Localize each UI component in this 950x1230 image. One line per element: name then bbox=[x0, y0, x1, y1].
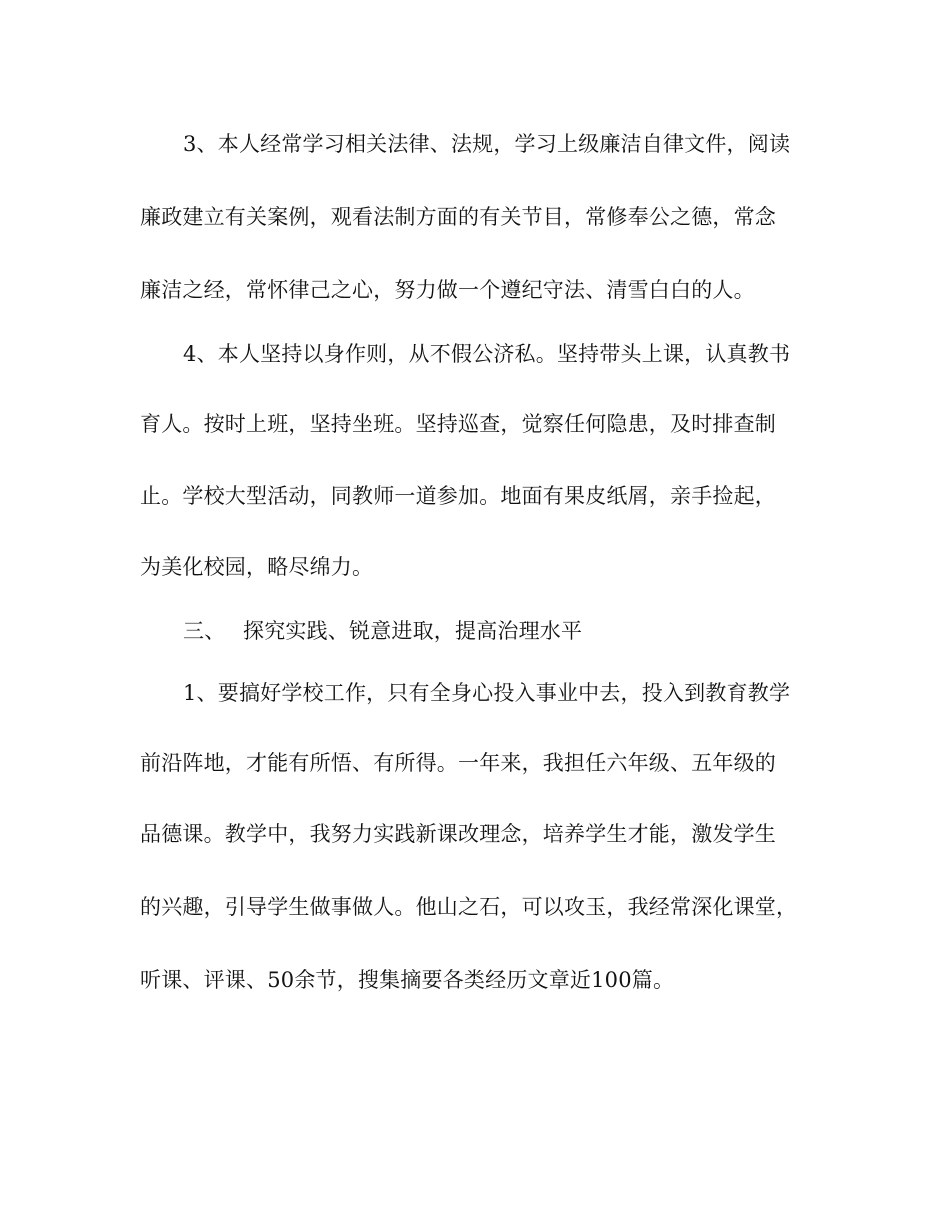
paragraph-1-line-1: 1、要搞好学校工作，只有全身心投入事业中去，投入到教育教学 bbox=[183, 681, 791, 705]
section-heading-number: 三、 bbox=[183, 619, 226, 643]
section-heading bbox=[183, 617, 863, 645]
paragraph-4-line-4: 为美化校园，略尽绵力。 bbox=[140, 555, 374, 579]
paragraph-3-line-2: 廉政建立有关案例，观看法制方面的有关节目，常修奉公之德，常念 bbox=[140, 205, 776, 229]
paragraph-4-line-3: 止。学校大型活动，同教师一道参加。地面有果皮纸屑，亲手捡起， bbox=[140, 484, 776, 508]
paragraph-4-line-2: 育人。按时上班，坚持坐班。坚持巡查，觉察任何隐患，及时排查制 bbox=[140, 412, 776, 436]
section-heading-text: 探究实践、锐意进取，提高治理水平 bbox=[243, 619, 583, 643]
paragraph-1-line-4: 的兴趣，引导学生做事做人。他山之石，可以攻玉，我经常深化课堂， bbox=[140, 895, 798, 919]
paragraph-3-line-3: 廉洁之经，常怀律己之心，努力做一个遵纪守法、清雪白白的人。 bbox=[140, 278, 755, 302]
paragraph-1-line-2: 前沿阵地，才能有所悟、有所得。一年来，我担任六年级、五年级的 bbox=[140, 751, 776, 775]
paragraph-4-line-1: 4、本人坚持以身作则，从不假公济私。坚持带头上课，认真教书 bbox=[183, 342, 791, 366]
paragraph-1-line-5: 听课、评课、50余节，搜集摘要各类经历文章近100篇。 bbox=[140, 968, 675, 992]
paragraph-1-line-3: 品德课。教学中，我努力实践新课改理念，培养学生才能，激发学生 bbox=[140, 822, 776, 846]
paragraph-3-line-1: 3、本人经常学习相关法律、法规，学习上级廉洁自律文件，阅读 bbox=[183, 132, 791, 156]
